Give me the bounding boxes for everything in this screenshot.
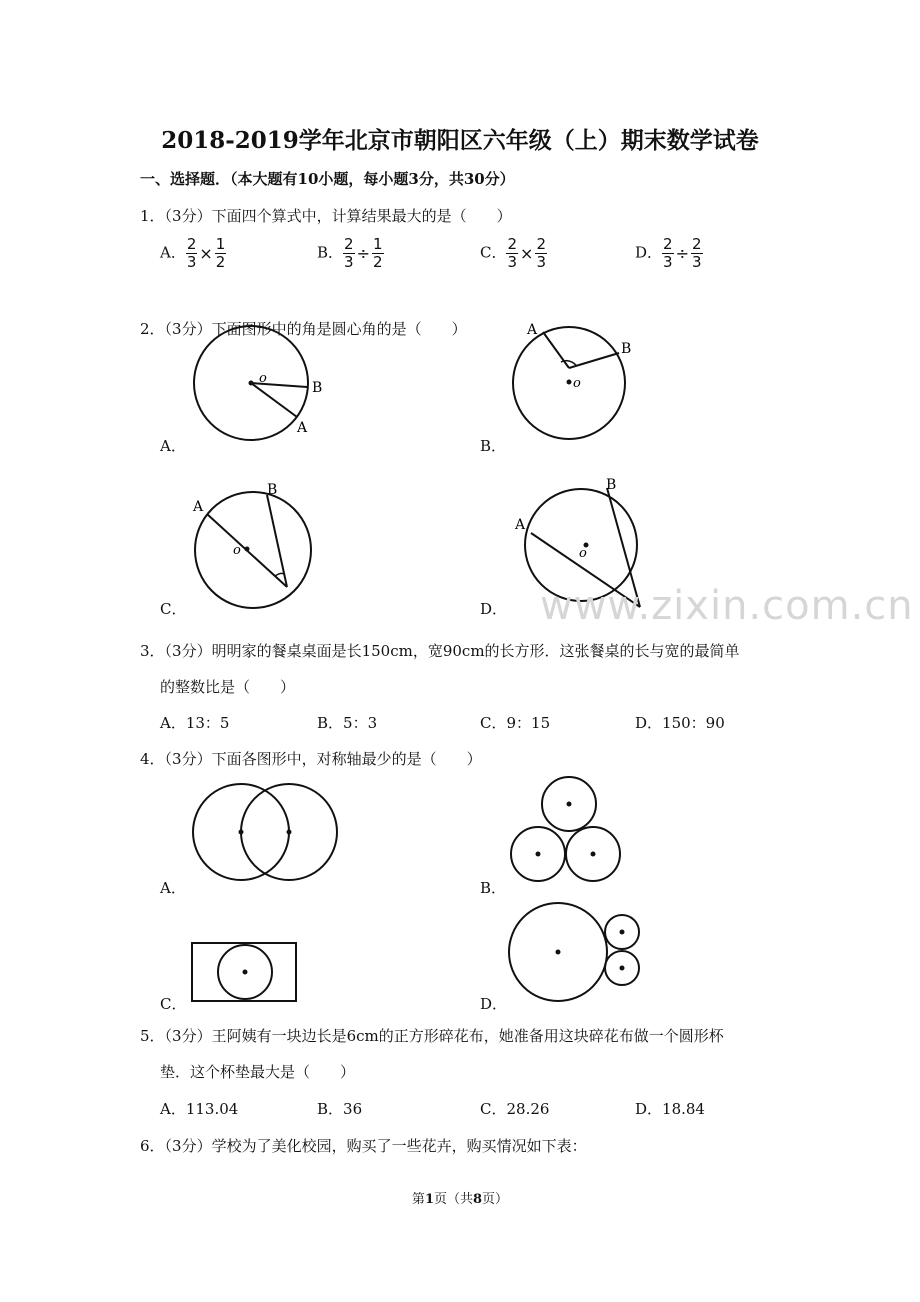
footer-middle: 页（共 — [433, 1192, 473, 1207]
q3-option-b: B．5：3 — [317, 714, 378, 732]
q1-option-c — [480, 236, 547, 271]
q1-option-d — [635, 236, 703, 271]
footer-prefix: 第 — [411, 1192, 425, 1207]
q4-label-d: D． — [480, 995, 508, 1013]
question-3-stem-line1: 3．（3分）明明家的餐桌桌面是长150cm，宽90cm的长方形．这张餐桌的长与宽的最简单 — [140, 642, 740, 660]
q5-option-a: A．113.04 — [160, 1100, 239, 1118]
point-o-label: o — [259, 371, 267, 386]
q1-option-a-label: A． — [160, 243, 186, 262]
fraction: $\frac{2}{3}$ — [344, 235, 354, 271]
q4-figure-b-three-circles — [505, 770, 630, 890]
times-sign: × — [520, 244, 534, 263]
point-o-label: o — [233, 543, 241, 558]
point-b-label: B — [621, 341, 632, 357]
q1-option-b — [317, 236, 384, 271]
q4-label-c: C． — [160, 995, 187, 1013]
question-3-stem-line2: 的整数比是（ ） — [160, 678, 296, 696]
q2-figure-b — [505, 320, 655, 450]
q2-label-c: C． — [160, 600, 187, 618]
q5-option-d: D．18.84 — [635, 1100, 705, 1118]
q4-figure-c-rectangle-circle — [185, 935, 305, 1010]
q4-label-a: A． — [160, 879, 186, 897]
q2-figure-c — [185, 480, 325, 615]
q2-label-d: D． — [480, 600, 508, 618]
q5-option-c: C．28.26 — [480, 1100, 550, 1118]
point-a-label: A — [193, 499, 204, 515]
divide-sign: ÷ — [356, 244, 370, 263]
q5-option-b: B．36 — [317, 1100, 363, 1118]
q1-option-d-label: D． — [635, 243, 663, 262]
q4-label-b: B． — [480, 879, 507, 897]
point-o-label: o — [579, 546, 587, 561]
q3-option-d: D．150：90 — [635, 714, 725, 732]
divide-sign: ÷ — [675, 244, 689, 263]
fraction: $\frac{2}{3}$ — [507, 235, 518, 271]
fraction: $\frac{2}{3}$ — [186, 235, 197, 271]
point-b-label: B — [312, 380, 323, 396]
point-a-label: A — [515, 517, 526, 533]
question-4-stem: 4．（3分）下面各图形中，对称轴最少的是（ ） — [140, 750, 482, 768]
question-1-stem: 1．（3分）下面四个算式中，计算结果最大的是（ ） — [140, 207, 512, 225]
page-footer — [0, 1188, 920, 1207]
page-title: 2018-2019学年北京市朝阳区六年级（上）期末数学试卷 — [161, 127, 759, 154]
question-5-stem-line2: 垫．这个杯垫最大是（ ） — [160, 1063, 356, 1081]
q2-label-b: B． — [480, 437, 507, 455]
section-heading: 一、选择题．（本大题有10小题，每小题3分，共30分） — [140, 170, 515, 188]
point-a-label: A — [297, 420, 308, 436]
footer-page-number: 1 — [424, 1192, 434, 1207]
fraction: $\frac{2}{3}$ — [691, 235, 702, 271]
q4-figure-a-two-circles — [185, 775, 345, 885]
fraction: $\frac{2}{3}$ — [536, 235, 546, 271]
question-2-stem: 2．（3分）下面图形中的角是圆心角的是（ ） — [140, 320, 467, 338]
point-b-label: B — [267, 482, 278, 498]
footer-total-pages: 8 — [473, 1192, 483, 1207]
fraction: $\frac{2}{3}$ — [663, 235, 673, 271]
q1-option-c-label: C． — [480, 243, 507, 262]
point-b-label: B — [606, 477, 617, 493]
q4-figure-d-circles — [505, 895, 650, 1010]
question-6-stem: 6．（3分）学校为了美化校园，购买了一些花卉，购买情况如下表： — [140, 1137, 587, 1155]
question-5-stem-line1: 5．（3分）王阿姨有一块边长是6cm的正方形碎花布，她准备用这块碎花布做一个圆形杯 — [140, 1027, 724, 1045]
point-a-label: A — [527, 322, 538, 338]
q2-figure-a — [185, 320, 345, 450]
q1-option-a — [160, 236, 226, 271]
q3-option-a: A．13：5 — [160, 714, 230, 732]
fraction: $\frac{1}{2}$ — [372, 235, 383, 271]
q3-option-c: C．9：15 — [480, 714, 551, 732]
times-sign: × — [199, 244, 213, 263]
watermark: www.zixin.com.cn — [540, 583, 914, 629]
point-o-label: o — [573, 376, 581, 391]
q1-option-b-label: B． — [317, 243, 344, 262]
q2-label-a: A． — [160, 437, 186, 455]
footer-suffix: 页） — [482, 1192, 509, 1207]
fraction: $\frac{1}{2}$ — [215, 235, 226, 271]
